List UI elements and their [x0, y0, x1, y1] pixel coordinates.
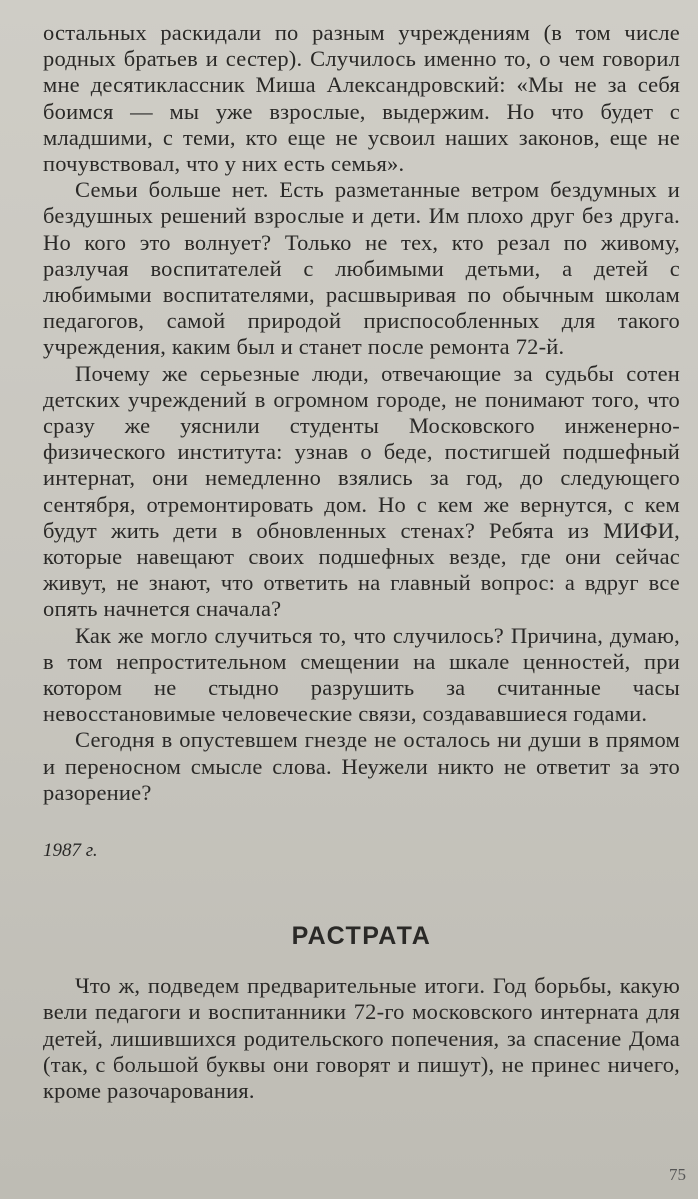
- paragraph-family-gone: Семьи больше нет. Есть разметанные ветром бездумных и бездушных решений взрослые и дети. Им плохо друг без друга. Но кого это волнует? Только не тех, кто резал по живому, разлучая воспитателей с любимыми детьми, а детей с любимыми воспитателями, расшвыривая по обычным школам педагогов, самой природой приспособленных для такого учреждения, каким был и станет после ремонта 72-й.: [43, 177, 680, 360]
- paragraph-how-could-happen: Как же могло случиться то, что случилось? Причина, думаю, в том непростительном смещении на шкале ценностей, при котором не стыдно разрушить за считанные часы невосстановимые человеческие связи, создававшиеся годами.: [43, 622, 680, 727]
- paragraph-continuation: остальных раскидали по разным учреждениям (в том числе родных братьев и сестер). Случилось именно то, о чем говорил мне десятиклассник Миша Александровский: «Мы не за себя боимся — мы уже взрослые, выдержим. Но что будет с младшими, с теми, кто еще не усвоил наших законов, еще не почувствовал, что у них есть семья».: [43, 20, 680, 177]
- paragraph-why-officials: Почему же серьезные люди, отвечающие за судьбы сотен детских учреждений в огромном городе, не понимают того, что сразу же уяснили студенты Московского инженерно-физического института: узнав о беде, постигшей подшефный интернат, они немедленно взялись за год, до следующего сентября, отремонтировать дом. Но с кем же вернутся, с кем будут жить дети в обновленных стенах? Ребята из МИФИ, которые навещают своих подшефных везде, где они сейчас живут, не знают, что ответить на главный вопрос: а вдруг все опять начнется сначала?: [43, 360, 680, 622]
- chapter-title: РАСТРАТА: [291, 922, 432, 951]
- paragraph-empty-nest: Сегодня в опустевшем гнезде не осталось ни души в прямом и переносном смысле слова. Неужели никто не ответит за это разорение?: [43, 727, 680, 805]
- article-date: 1987 г.: [43, 840, 98, 862]
- chapter-first-paragraph: Что ж, подведем предварительные итоги. Год борьбы, какую вели педагоги и воспитанники 72-го московского интерната для детей, лишившихся родительского попечения, за спасение Дома (так, с большой буквы они говорят и пишут), не принес ничего, кроме разочарования.: [43, 973, 680, 1103]
- page-number: 75: [669, 1165, 686, 1184]
